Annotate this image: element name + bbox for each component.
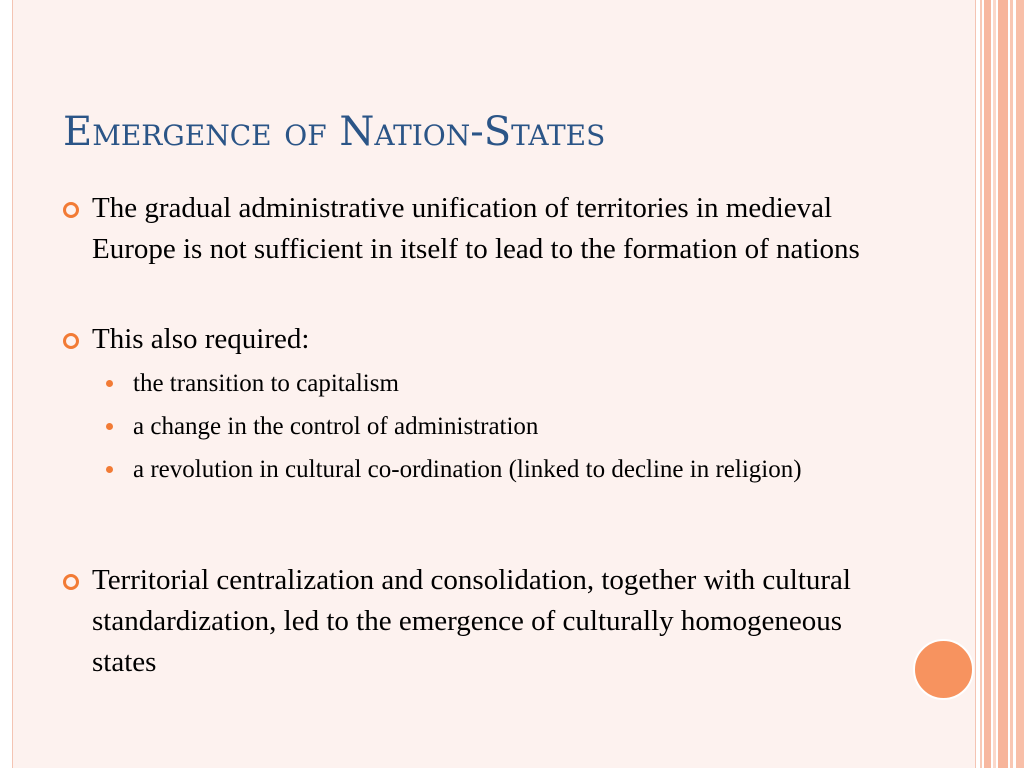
decorative-stripe xyxy=(984,0,991,768)
sub-bullet-text: a revolution in cultural co-ordination (linked to decline in religion) xyxy=(133,456,802,483)
sub-bullet-text: a change in the control of administration xyxy=(133,413,539,440)
decorative-stripe xyxy=(980,0,982,768)
bullet-text: Territorial centralization and consolidation, together with cultural standardization, led to the emergence of culturally homogeneous states xyxy=(92,564,851,678)
sub-bullet-text: the transition to capitalism xyxy=(133,370,399,397)
dot-bullet-icon xyxy=(106,380,113,387)
ring-bullet-icon xyxy=(63,333,79,349)
ring-bullet-icon xyxy=(63,574,79,590)
decorative-stripe xyxy=(1010,0,1013,768)
ring-bullet-icon xyxy=(63,202,79,218)
decorative-circle xyxy=(913,639,974,700)
decorative-stripe xyxy=(1016,0,1024,768)
dot-bullet-icon xyxy=(106,423,113,430)
decorative-stripe xyxy=(998,0,1008,768)
bullet-text: The gradual administrative unification of territories in medieval Europe is not sufficient in itself to lead to the formation of nations xyxy=(92,192,860,265)
bullet-text: This also required: xyxy=(92,323,310,355)
slide-title: Emergence of Nation-States xyxy=(63,109,606,155)
decorative-stripe xyxy=(993,0,996,768)
dot-bullet-icon xyxy=(106,466,113,473)
